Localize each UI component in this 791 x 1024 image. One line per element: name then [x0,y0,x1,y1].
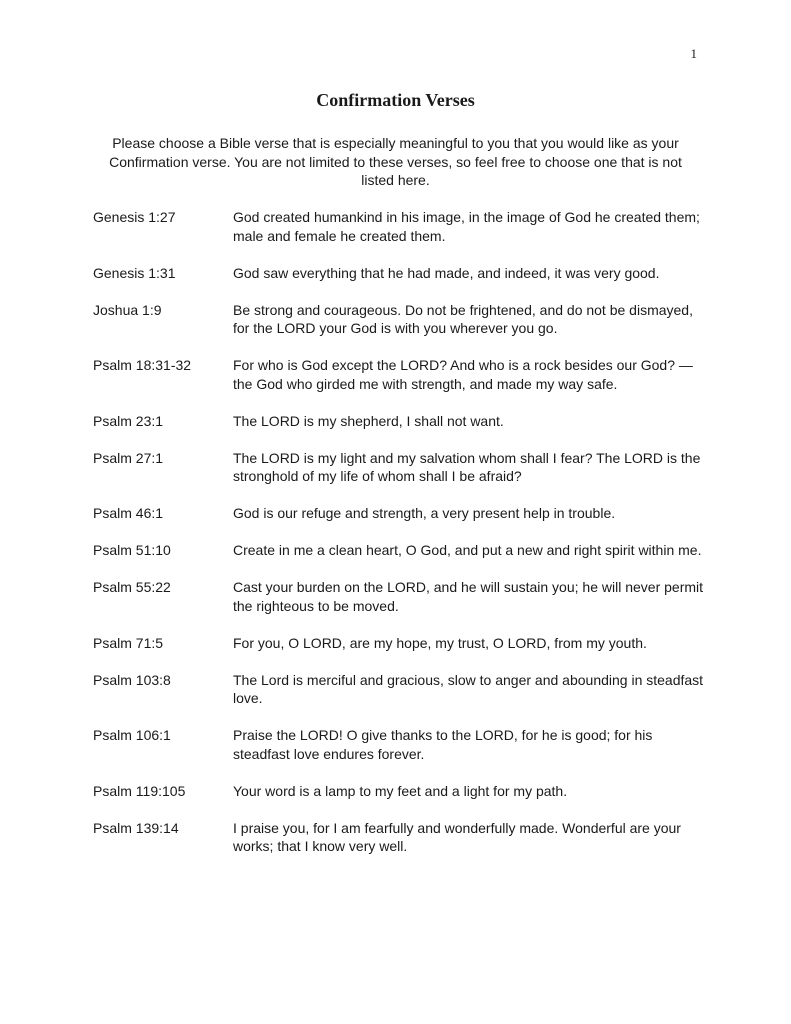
verse-item [93,578,705,615]
verse-item [93,412,705,431]
verse-reference: Psalm 103:8 [93,671,171,688]
verse-item [93,726,705,763]
verse-item [93,541,705,560]
page-number: 1 [690,46,697,61]
verse-item [93,671,705,708]
verse-text: The Lord is merciful and gracious, slow to anger and abounding in steadfast love. [233,671,704,706]
intro-paragraph: Please choose a Bible verse that is especially meaningful to you that you would like as your Confirmation verse. You are not limited to these verses, so feel free to choose one that is not listed here. [109,135,682,188]
verse-item [93,208,705,245]
verse-text: Create in me a clean heart, O God, and put a new and right spirit within me. [233,542,702,558]
verse-text: Praise the LORD! O give thanks to the LORD, for he is good; for his steadfast love endures forever. [233,727,653,762]
verse-text: Your word is a lamp to my feet and a light for my path. [233,782,568,799]
verse-text: Cast your burden on the LORD, and he will sustain you; he will never permit the righteous to be moved. [233,579,704,614]
verse-reference: Psalm 71:5 [93,634,164,651]
verse-reference: Psalm 55:22 [93,579,171,595]
verse-list [93,208,705,874]
verse-item [93,356,705,393]
verse-item [93,301,705,338]
verse-item [93,449,705,486]
page-title: Confirmation Verses [316,90,475,110]
verse-reference: Genesis 1:27 [93,209,176,225]
verse-item [93,634,705,653]
verse-reference: Psalm 23:1 [93,412,164,429]
verse-reference: Psalm 139:14 [93,819,179,836]
verse-item [93,782,705,801]
verse-item [93,264,705,283]
verse-item [93,504,705,523]
verse-text: The LORD is my shepherd, I shall not want. [233,412,504,429]
verse-text: Be strong and courageous. Do not be frightened, and do not be dismayed, for the LORD your God is with you wherever you go. [233,301,693,336]
verse-text: For you, O LORD, are my hope, my trust, O LORD, from my youth. [233,634,647,651]
verse-reference: Psalm 18:31-32 [93,357,192,373]
verse-reference: Psalm 27:1 [93,449,164,466]
verse-text: The LORD is my light and my salvation whom shall I fear? The LORD is the stronghold of my life of whom shall I be afraid? [233,449,701,484]
verse-text: God is our refuge and strength, a very present help in trouble. [233,505,616,521]
verse-text: God created humankind in his image, in the image of God he created them; male and female he created them. [233,209,700,244]
verse-item [93,819,705,856]
verse-text: I praise you, for I am fearfully and wonderfully made. Wonderful are your works; that I know very well. [233,819,681,854]
verse-reference: Psalm 46:1 [93,505,164,521]
verse-reference: Psalm 106:1 [93,727,171,743]
verse-reference: Psalm 51:10 [93,542,171,558]
verse-text: For who is God except the LORD? And who is a rock besides our God? —the God who girded me with strength, and made my way safe. [233,357,693,392]
verse-reference: Genesis 1:31 [93,264,176,281]
verse-reference: Psalm 119:105 [93,782,186,799]
verse-text: God saw everything that he had made, and indeed, it was very good. [233,264,660,281]
verse-reference: Joshua 1:9 [93,301,162,318]
